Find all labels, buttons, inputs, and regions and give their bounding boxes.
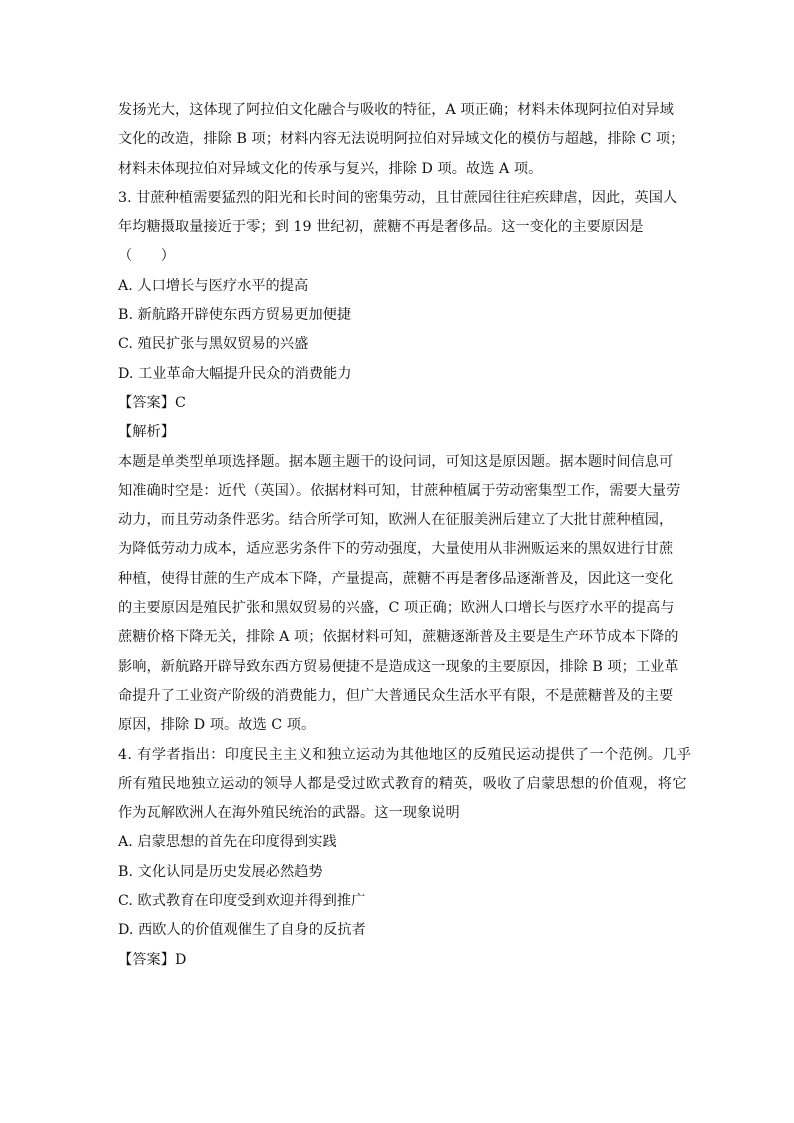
answer-label: 【答案】C	[118, 394, 186, 411]
option-d: D. 西欧人的价值观催生了自身的反抗者	[118, 922, 366, 939]
analysis-line: 蔗糖价格下降无关，排除 A 项；依据材料可知，蔗糖逐渐普及主要是生产环节成本下降的	[118, 629, 679, 646]
question-4	[118, 741, 692, 975]
analysis-line: 原因，排除 D 项。故选 C 项。	[118, 717, 316, 734]
option-a: A. 启蒙思想的首先在印度得到实践	[118, 834, 337, 851]
answer-blank: （ ）	[118, 248, 175, 265]
analysis-line: 本题是单类型单项选择题。据本题主题干的设问词，可知这是原因题。据本题时间信息可	[118, 453, 674, 470]
paragraph-line: 文化的改造，排除 B 项；材料内容无法说明阿拉伯对异域文化的模仿与超越，排除 C 项；	[118, 131, 685, 148]
question-3	[118, 184, 681, 741]
analysis-line: 为降低劳动力成本，适应恶劣条件下的劳动强度，大量使用从非洲贩运来的黑奴进行甘蔗	[118, 541, 674, 558]
option-b: B. 新航路开辟使东西方贸易更加便捷	[118, 307, 352, 324]
analysis-line: 知准确时空是：近代（英国）。依据材料可知，甘蔗种植属于劳动密集型工作，需要大量劳	[118, 482, 681, 499]
analysis-line: 命提升了工业资产阶级的消费能力，但广大普通民众生活水平有限，不是蔗糖普及的主要	[118, 687, 674, 704]
analysis-line: 种植，使得甘蔗的生产成本下降，产量提高，蔗糖不再是奢侈品逐渐普及，因此这一变化	[118, 570, 674, 587]
question-stem-line: 所有殖民地独立运动的领导人都是受过欧式教育的精英，吸收了启蒙思想的价值观，将它	[118, 775, 687, 792]
paragraph-line: 材料未体现拉伯对异域文化的传承与复兴，排除 D 项。故选 A 项。	[118, 160, 543, 177]
option-a: A. 人口增长与医疗水平的提高	[118, 277, 309, 294]
question-stem-line: 3. 甘蔗种植需要猛烈的阳光和长时间的密集劳动，且甘蔗园往往疟疾肆虐，因此，英国人	[118, 189, 678, 206]
question-stem-line: 年均糖摄取量接近于零；到 19 世纪初，蔗糖不再是奢侈品。这一变化的主要原因是	[118, 219, 644, 236]
question-stem-line: 作为瓦解欧洲人在海外殖民统治的武器。这一现象说明	[118, 805, 460, 822]
answer-label: 【答案】D	[118, 951, 187, 968]
previous-explanation-continued	[118, 96, 685, 184]
analysis-label: 【解析】	[118, 424, 175, 441]
analysis-line: 影响，新航路开辟导致东西方贸易便捷不是造成这一现象的主要原因，排除 B 项；工业革	[118, 658, 679, 675]
option-c: C. 殖民扩张与黑奴贸易的兴盛	[118, 336, 309, 353]
analysis-line: 的主要原因是殖民扩张和黑奴贸易的兴盛，C 项正确；欧洲人口增长与医疗水平的提高与	[118, 600, 675, 617]
option-b: B. 文化认同是历史发展必然趋势	[118, 863, 323, 880]
question-stem-line: 4. 有学者指出：印度民主主义和独立运动为其他地区的反殖民运动提供了一个范例。几乎	[118, 746, 692, 763]
option-d: D. 工业革命大幅提升民众的消费能力	[118, 365, 352, 382]
option-c: C. 欧式教育在印度受到欢迎并得到推广	[118, 893, 366, 910]
paragraph-line: 发扬光大，这体现了阿拉伯文化融合与吸收的特征，A 项正确；材料未体现阿拉伯对异域	[118, 102, 674, 118]
analysis-text	[118, 448, 681, 741]
analysis-line: 动力，而且劳动条件恶劣。结合所学可知，欧洲人在征服美洲后建立了大批甘蔗种植园，	[118, 512, 674, 529]
document-page	[118, 96, 692, 975]
